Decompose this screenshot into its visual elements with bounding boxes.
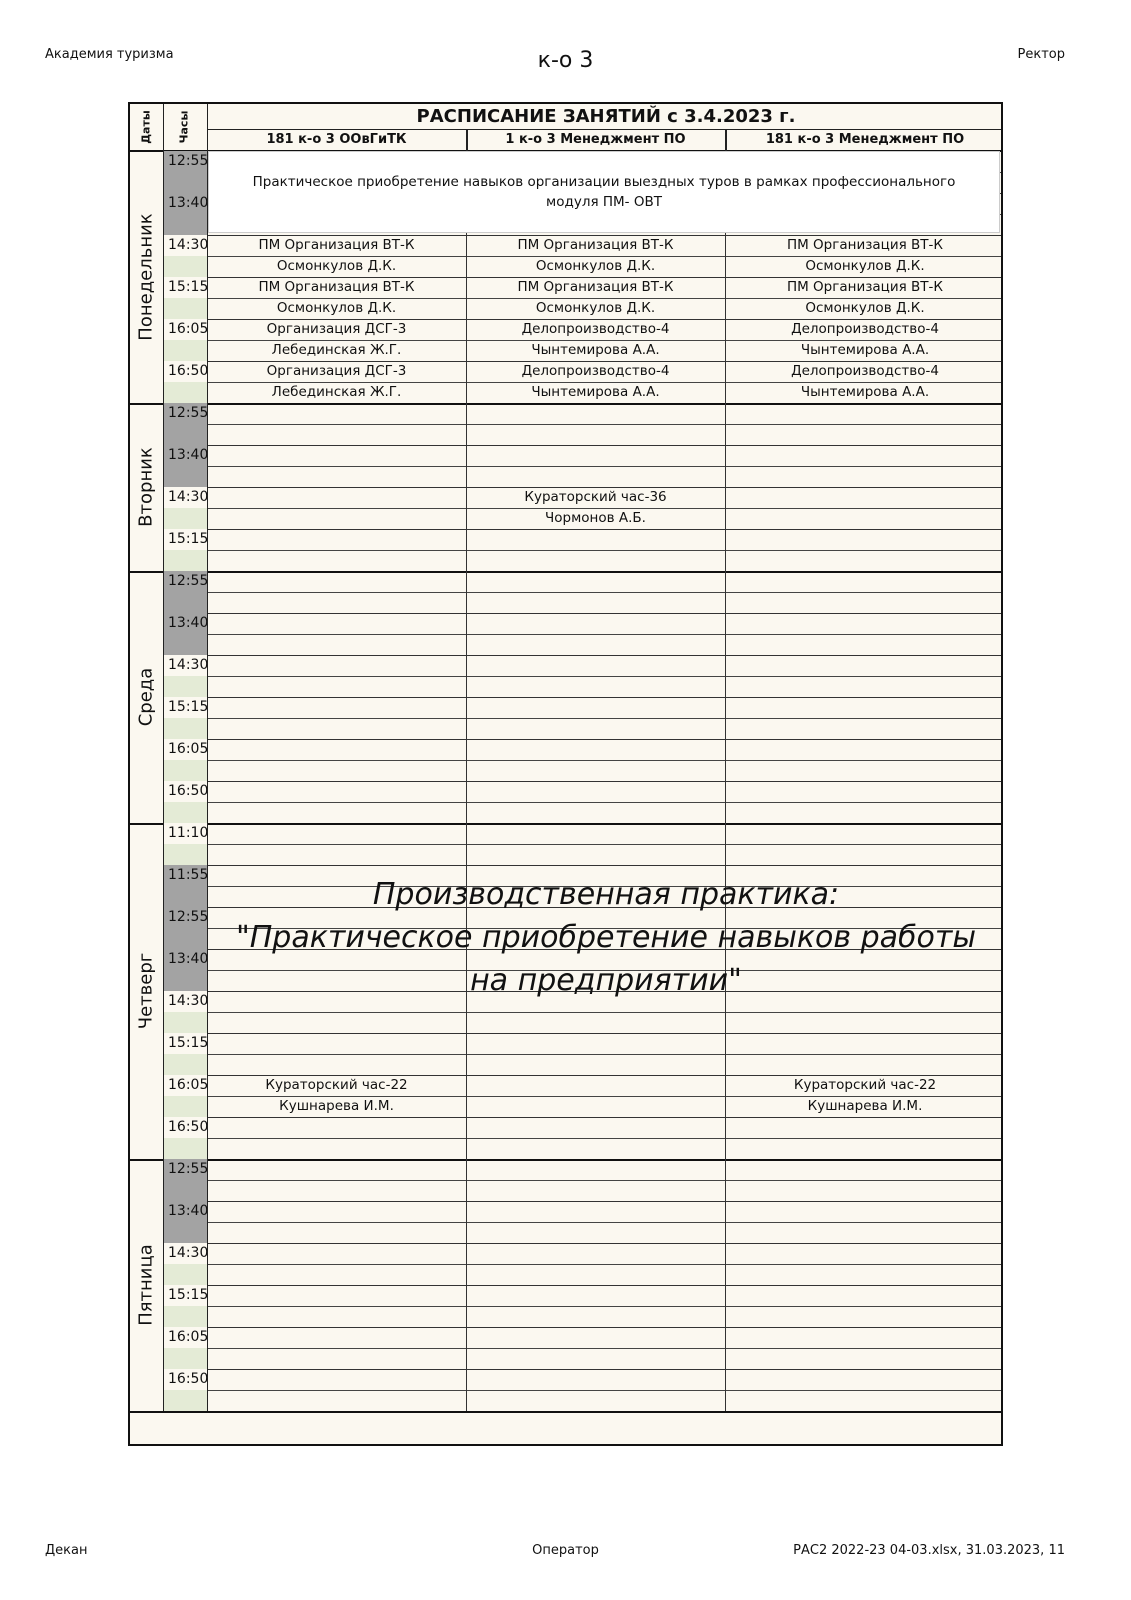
subject-cell: Делопроизводство-4 xyxy=(791,321,939,337)
teacher-cell xyxy=(466,1348,725,1369)
teacher-cell xyxy=(207,508,466,529)
time-cell xyxy=(164,655,207,697)
time-cell xyxy=(164,949,207,991)
time-cell xyxy=(164,235,207,277)
subject-cell xyxy=(725,445,1003,466)
teacher-cell xyxy=(725,1348,1003,1369)
group-header: 181 к-о 3 ООвГиТК xyxy=(266,132,407,147)
subject-cell xyxy=(466,739,725,760)
teacher-cell: Чынтемирова А.А. xyxy=(531,384,660,400)
group-header: 1 к-о 3 Менеджмент ПО xyxy=(505,132,686,147)
teacher-cell xyxy=(207,592,466,613)
subject-cell xyxy=(207,823,466,844)
row-rule xyxy=(207,508,1003,509)
teacher-cell xyxy=(466,1012,725,1033)
subject-cell xyxy=(466,1327,725,1348)
time-cell xyxy=(164,487,207,529)
subject-cell xyxy=(725,1369,1003,1390)
schedule-title: РАСПИСАНИЕ ЗАНЯТИЙ с 3.4.2023 г. xyxy=(416,106,796,127)
time-cell xyxy=(164,1159,207,1201)
practice-overlay-line: Производственная практика: xyxy=(372,877,840,912)
teacher-cell xyxy=(725,1306,1003,1327)
day-label: Четверг xyxy=(135,952,157,1030)
day-label: Пятница xyxy=(135,1244,157,1326)
time-cell xyxy=(164,277,207,319)
subject-cell xyxy=(207,571,466,592)
teacher-cell: Кушнарева И.М. xyxy=(807,1098,923,1114)
teacher-cell xyxy=(207,1348,466,1369)
column-divider xyxy=(207,151,208,1411)
subject-cell: ПМ Организация ВТ-К xyxy=(786,237,944,253)
teacher-cell xyxy=(207,1222,466,1243)
time-label: 14:30 xyxy=(168,1245,209,1261)
teacher-cell xyxy=(466,844,725,865)
time-label: 15:15 xyxy=(168,531,209,547)
teacher-cell xyxy=(725,1264,1003,1285)
row-rule xyxy=(207,1180,1003,1181)
subject-cell xyxy=(466,445,725,466)
row-rule xyxy=(207,1390,1003,1391)
teacher-cell: Осмонкулов Д.К. xyxy=(805,258,925,274)
time-label: 14:30 xyxy=(168,993,209,1009)
subject-cell xyxy=(725,781,1003,802)
header-divider xyxy=(163,104,164,151)
subject-cell xyxy=(207,1117,466,1138)
dates-column-header: Даты xyxy=(139,110,153,144)
time-label: 14:30 xyxy=(168,489,209,505)
teacher-cell xyxy=(466,550,725,571)
teacher-cell xyxy=(207,718,466,739)
teacher-cell xyxy=(725,1012,1003,1033)
teacher-cell: Лебединская Ж.Г. xyxy=(271,342,402,358)
time-label: 15:15 xyxy=(168,279,209,295)
dean-label: Декан xyxy=(45,1543,88,1558)
operator-label: Оператор xyxy=(532,1543,599,1558)
subject-cell xyxy=(466,823,725,844)
teacher-cell xyxy=(207,1054,466,1075)
subject-cell xyxy=(466,529,725,550)
teacher-cell xyxy=(725,718,1003,739)
subject-cell xyxy=(207,1327,466,1348)
header-rule xyxy=(207,129,1003,130)
subject-cell xyxy=(466,1075,725,1096)
subject-cell xyxy=(207,1243,466,1264)
time-label: 12:55 xyxy=(168,405,209,421)
time-cell xyxy=(164,1075,207,1117)
teacher-cell xyxy=(466,1096,725,1117)
subject-cell xyxy=(466,1243,725,1264)
subject-cell xyxy=(466,1033,725,1054)
teacher-cell xyxy=(725,1138,1003,1159)
teacher-cell xyxy=(466,1306,725,1327)
teacher-cell xyxy=(725,760,1003,781)
teacher-cell xyxy=(725,424,1003,445)
row-rule xyxy=(207,844,1003,845)
row-rule xyxy=(207,592,1003,593)
time-cell xyxy=(164,781,207,823)
teacher-cell xyxy=(207,802,466,823)
teacher-cell: Кушнарева И.М. xyxy=(279,1098,394,1114)
subject-cell xyxy=(725,697,1003,718)
subject-cell: Делопроизводство-4 xyxy=(521,321,670,337)
subject-cell xyxy=(725,1327,1003,1348)
time-label: 13:40 xyxy=(168,447,209,463)
row-rule xyxy=(207,298,1003,299)
row-rule xyxy=(207,1096,1003,1097)
time-cell xyxy=(164,1201,207,1243)
subject-cell xyxy=(725,1243,1003,1264)
teacher-cell xyxy=(207,844,466,865)
hours-column-header: Часы xyxy=(177,110,191,144)
subject-cell xyxy=(725,1033,1003,1054)
teacher-cell xyxy=(207,676,466,697)
time-label: 16:50 xyxy=(168,783,209,799)
time-cell xyxy=(164,445,207,487)
subject-cell xyxy=(725,1285,1003,1306)
time-label: 16:05 xyxy=(168,741,209,757)
teacher-cell xyxy=(207,1306,466,1327)
time-label: 16:50 xyxy=(168,1119,209,1135)
row-rule xyxy=(207,1348,1003,1349)
teacher-cell: Чормонов А.Б. xyxy=(545,510,646,526)
time-label: 12:55 xyxy=(168,153,209,169)
time-label: 16:05 xyxy=(168,321,209,337)
subject-cell xyxy=(725,487,1003,508)
time-cell xyxy=(164,991,207,1033)
day-separator xyxy=(130,1411,1003,1413)
subject-cell: ПМ Организация ВТ-К xyxy=(517,279,674,295)
subject-cell xyxy=(466,1117,725,1138)
time-label: 14:30 xyxy=(168,657,209,673)
teacher-cell xyxy=(725,634,1003,655)
subject-cell: ПМ Организация ВТ-К xyxy=(258,279,415,295)
day-label: Понедельник xyxy=(135,213,157,341)
time-label: 13:40 xyxy=(168,1203,209,1219)
subject-cell xyxy=(207,1033,466,1054)
subject-cell xyxy=(466,781,725,802)
teacher-cell xyxy=(466,1222,725,1243)
practice-overlay xyxy=(207,873,1003,1002)
group-header: 181 к-о 3 Менеджмент ПО xyxy=(765,132,965,147)
subject-cell xyxy=(466,1285,725,1306)
time-label: 13:40 xyxy=(168,951,209,967)
teacher-cell xyxy=(725,550,1003,571)
time-label: 12:55 xyxy=(168,1161,209,1177)
time-cell xyxy=(164,1033,207,1075)
time-label: 16:50 xyxy=(168,1371,209,1387)
teacher-cell xyxy=(466,634,725,655)
time-label: 12:55 xyxy=(168,909,209,925)
time-cell xyxy=(164,151,207,193)
teacher-cell xyxy=(466,592,725,613)
subject-cell xyxy=(207,739,466,760)
subject-cell xyxy=(466,613,725,634)
day-label: Среда xyxy=(135,667,157,727)
subject-cell: Организация ДСГ-3 xyxy=(266,363,407,379)
teacher-cell xyxy=(725,676,1003,697)
file-info: РАС2 2022-23 04-03.xlsx, 31.03.2023, 11 xyxy=(793,1543,1065,1558)
row-rule xyxy=(207,340,1003,341)
teacher-cell xyxy=(466,424,725,445)
teacher-cell xyxy=(207,466,466,487)
teacher-cell xyxy=(466,466,725,487)
subject-cell xyxy=(466,1369,725,1390)
page-title: к-о 3 xyxy=(537,48,594,73)
time-cell xyxy=(164,697,207,739)
row-rule xyxy=(207,1012,1003,1013)
subject-cell xyxy=(466,697,725,718)
time-cell xyxy=(164,907,207,949)
row-rule xyxy=(207,466,1003,467)
teacher-cell xyxy=(466,676,725,697)
time-cell xyxy=(164,1243,207,1285)
row-rule xyxy=(207,424,1003,425)
subject-cell xyxy=(466,571,725,592)
practice-overlay-line: "Практическое приобретение навыков работы xyxy=(235,920,977,955)
teacher-cell xyxy=(207,424,466,445)
subject-cell xyxy=(725,613,1003,634)
row-rule xyxy=(207,1222,1003,1223)
row-rule xyxy=(207,634,1003,635)
teacher-cell xyxy=(207,1012,466,1033)
teacher-cell xyxy=(466,1390,725,1411)
teacher-cell: Осмонкулов Д.К. xyxy=(805,300,925,316)
teacher-cell: Осмонкулов Д.К. xyxy=(535,300,656,316)
subject-cell xyxy=(207,1369,466,1390)
subject-cell xyxy=(466,1159,725,1180)
subject-cell xyxy=(725,1159,1003,1180)
subject-cell xyxy=(207,529,466,550)
time-label: 15:15 xyxy=(168,1035,209,1051)
time-cell xyxy=(164,193,207,235)
teacher-cell: Осмонкулов Д.К. xyxy=(535,258,656,274)
subject-cell xyxy=(725,529,1003,550)
header-divider xyxy=(725,130,727,151)
subject-cell xyxy=(207,445,466,466)
time-cell xyxy=(164,403,207,445)
time-label: 13:40 xyxy=(168,195,209,211)
teacher-cell xyxy=(207,1264,466,1285)
teacher-cell: Чынтемирова А.А. xyxy=(531,342,660,358)
institution-name: Академия туризма xyxy=(45,47,174,62)
teacher-cell xyxy=(466,760,725,781)
subject-cell: ПМ Организация ВТ-К xyxy=(258,237,415,253)
row-rule xyxy=(207,1138,1003,1139)
header-divider xyxy=(466,130,468,151)
teacher-cell xyxy=(466,802,725,823)
subject-cell: Делопроизводство-4 xyxy=(521,363,670,379)
subject-cell xyxy=(725,655,1003,676)
subject-cell xyxy=(207,1201,466,1222)
row-rule xyxy=(207,760,1003,761)
subject-cell: Кураторский час-22 xyxy=(265,1077,408,1093)
teacher-cell xyxy=(466,1180,725,1201)
subject-cell xyxy=(207,697,466,718)
subject-cell xyxy=(466,1201,725,1222)
row-rule xyxy=(207,256,1003,257)
teacher-cell: Осмонкулов Д.К. xyxy=(276,300,397,316)
teacher-cell xyxy=(207,1138,466,1159)
row-rule xyxy=(207,676,1003,677)
subject-cell: Делопроизводство-4 xyxy=(791,363,939,379)
schedule-table xyxy=(128,102,1003,1446)
day-label: Вторник xyxy=(135,447,157,527)
time-label: 12:55 xyxy=(168,573,209,589)
column-divider xyxy=(163,151,164,1411)
subject-cell xyxy=(207,655,466,676)
row-rule xyxy=(207,1054,1003,1055)
subject-cell xyxy=(725,739,1003,760)
subject-cell: Организация ДСГ-3 xyxy=(266,321,407,337)
time-label: 16:05 xyxy=(168,1329,209,1345)
time-label: 16:50 xyxy=(168,363,209,379)
subject-cell xyxy=(207,1285,466,1306)
time-label: 13:40 xyxy=(168,615,209,631)
subject-cell xyxy=(725,571,1003,592)
time-label: 15:15 xyxy=(168,699,209,715)
teacher-cell xyxy=(466,1054,725,1075)
row-rule xyxy=(207,550,1003,551)
subject-cell xyxy=(207,613,466,634)
teacher-cell xyxy=(207,760,466,781)
header-divider xyxy=(207,104,208,151)
subject-cell xyxy=(725,1117,1003,1138)
time-cell xyxy=(164,571,207,613)
teacher-cell xyxy=(466,718,725,739)
teacher-cell xyxy=(725,1390,1003,1411)
time-cell xyxy=(164,1285,207,1327)
subject-cell: ПМ Организация ВТ-К xyxy=(517,237,674,253)
subject-cell xyxy=(466,403,725,424)
row-rule xyxy=(207,1306,1003,1307)
subject-cell xyxy=(725,1201,1003,1222)
teacher-cell xyxy=(207,550,466,571)
teacher-cell xyxy=(207,1390,466,1411)
teacher-cell xyxy=(725,466,1003,487)
teacher-cell xyxy=(725,844,1003,865)
time-cell xyxy=(164,529,207,571)
time-cell xyxy=(164,613,207,655)
time-cell xyxy=(164,739,207,781)
row-rule xyxy=(207,802,1003,803)
time-label: 16:05 xyxy=(168,1077,209,1093)
time-label: 14:30 xyxy=(168,237,209,253)
subject-cell: Кураторский час-22 xyxy=(793,1077,937,1093)
time-cell xyxy=(164,319,207,361)
teacher-cell: Чынтемирова А.А. xyxy=(800,384,930,400)
teacher-cell xyxy=(207,1180,466,1201)
subject-cell: Кураторский час-36 xyxy=(524,489,667,505)
subject-cell: ПМ Организация ВТ-К xyxy=(786,279,944,295)
subject-cell xyxy=(725,403,1003,424)
time-cell xyxy=(164,865,207,907)
teacher-cell xyxy=(725,508,1003,529)
subject-cell xyxy=(207,487,466,508)
column-divider xyxy=(725,151,726,1411)
time-label: 11:10 xyxy=(168,825,209,841)
teacher-cell xyxy=(725,802,1003,823)
time-cell xyxy=(164,823,207,865)
row-rule xyxy=(207,382,1003,383)
subject-cell xyxy=(466,655,725,676)
time-cell xyxy=(164,361,207,403)
time-label: 11:55 xyxy=(168,867,209,883)
practice-overlay-line: на предприятии" xyxy=(470,963,742,998)
subject-cell xyxy=(207,1159,466,1180)
column-divider xyxy=(466,151,467,1411)
subject-cell xyxy=(725,823,1003,844)
teacher-cell xyxy=(207,634,466,655)
teacher-cell xyxy=(725,1222,1003,1243)
teacher-cell: Чынтемирова А.А. xyxy=(800,342,930,358)
time-cell xyxy=(164,1369,207,1411)
teacher-cell xyxy=(725,1054,1003,1075)
teacher-cell: Осмонкулов Д.К. xyxy=(276,258,397,274)
approval-label: Ректор xyxy=(1017,47,1065,62)
teacher-cell xyxy=(466,1264,725,1285)
teacher-cell xyxy=(466,1138,725,1159)
subject-cell xyxy=(207,781,466,802)
subject-cell xyxy=(207,403,466,424)
teacher-cell xyxy=(725,592,1003,613)
time-label: 15:15 xyxy=(168,1287,209,1303)
teacher-cell xyxy=(725,1180,1003,1201)
practice-banner: Практическое приобретение навыков организации выездных туров в рамках профессионального модуля ПМ- ОВТ xyxy=(208,151,1000,233)
teacher-cell: Лебединская Ж.Г. xyxy=(271,384,402,400)
row-rule xyxy=(207,718,1003,719)
time-cell xyxy=(164,1117,207,1159)
time-cell xyxy=(164,1327,207,1369)
row-rule xyxy=(207,1264,1003,1265)
